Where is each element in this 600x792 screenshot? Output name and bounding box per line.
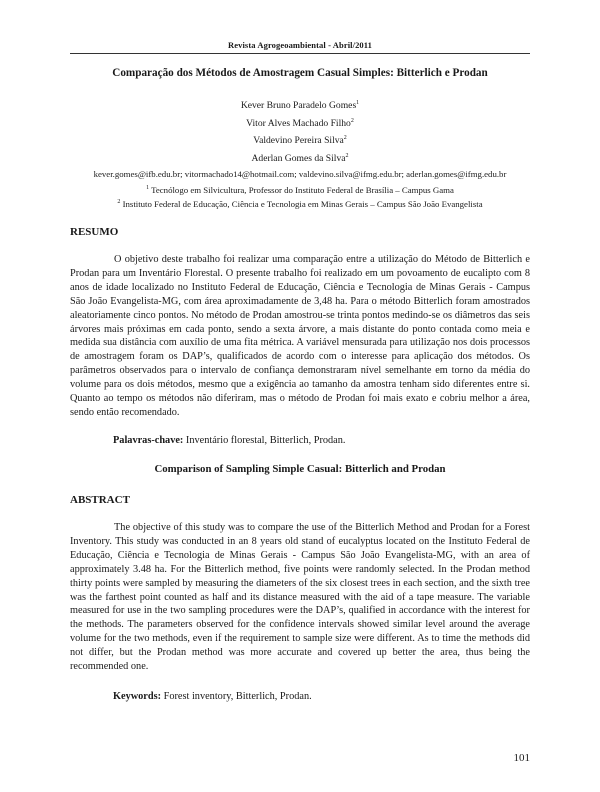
page-number: 101 [513,752,530,764]
palavras-chave: Palavras-chave: Inventário florestal, Bitterlich, Prodan. [113,435,346,446]
header-rule [70,53,530,54]
author-list [0,96,600,167]
author: Valdevino Pereira Silva$^2$ [253,135,347,147]
author-emails: kever.gomes@ifb.edu.br; vitormachado14@hotmail.com; valdevino.silva@ifmg.edu.br; aderlan.gomes@ifmg.edu.br [93,169,507,179]
title-english: Comparison of Sampling Simple Casual: Bitterlich and Prodan [154,463,446,475]
author: Vitor Alves Machado Filho$^2$ [246,117,354,129]
keywords: Keywords: Forest inventory, Bitterlich, Prodan. [113,691,312,702]
resumo-body: O objetivo deste trabalho foi realizar uma comparação entre a utilização do Método de Bitterlich e Prodan para um Inventário Florestal. O presente trabalho foi realizado em um povoamento de eucalipto com 8 anos de idade localizado no Instituto Federal de Educação, Ciência e Tecnologia de Minas Gerais - Campus São João Evangelista-MG, com área aproximadamente de 3,48 ha. Para o método Bitterlich foram amostrados aleatoriamente cinco pontos. No método de Prodan amostrou-se trinta pontos medindo-se os diâmetros das seis árvores mais próximas em cada ponto, sendo a sexta árvore, a mais distante do ponto contada como meia e medida sua distância com auxílio de uma fita métrica. A variável mensurada para utilização nos dois processos de amostragem foram os DAP’s, qualificados de acordo com o interesse para aplicação dos métodos. Os parâmetros observados para o intervalo de confiança demonstraram nível semelhante em torno da média do volume para os dois métodos, mesmo que a exigência ao tamanho da amostra tenham sido diferentes entre si. Quanto ao tempo os métodos não diferiram, mas o método de Prodan foi mais exato e cobriu melhor a área, sendo então recomendado. [70,254,530,418]
resumo-heading: RESUMO [70,226,119,238]
abstract-heading: ABSTRACT [70,494,130,506]
title-portuguese: Comparação dos Métodos de Amostragem Casual Simples: Bitterlich e Prodan [112,67,488,79]
affiliation-2: $^2$ Instituto Federal de Educação, Ciência e Tecnologia em Minas Gerais – Campus São João Evangelista [117,198,483,209]
author: Aderlan Gomes da Silva$^2$ [251,153,349,165]
author: Kever Bruno Paradelo Gomes$^1$ [240,100,360,112]
abstract-body: The objective of this study was to compare the use of the Bitterlich Method and Prodan for a Forest Inventory. This study was conducted in an 8 years old stand of eucalyptus located on the Instituto Federal de Educação, Ciência e Tecnologia de Minas Gerais - Campus São João Evangelista-MG, with an area of approximately 3.48 ha. For the Bitterlich method, five points were randomly selected. In the Prodan method thirty points were sampled by measuring the diameters of the six closest trees in each section, and the sixth tree was the farthest point counted as half and its distance measured with the aid of a tape measure. The variable measured for use in the two sampling procedures were the DAP’s, qualified in accordance with the interest for the methods. The parameters observed for the confidence intervals showed similar level around the average volume for the two methods, even if the requirement to sample size were different. As to time the methods did not differ, but the Prodan method was more accurate and covered up better the area, thus being the recommended one. [70,522,530,673]
affiliation-1: $^1$ Tecnólogo em Silvicultura, Professor do Instituto Federal de Brasília – Campus Gama [146,184,454,195]
journal-header: Revista Agrogeoambiental - Abril/2011 [227,40,373,50]
